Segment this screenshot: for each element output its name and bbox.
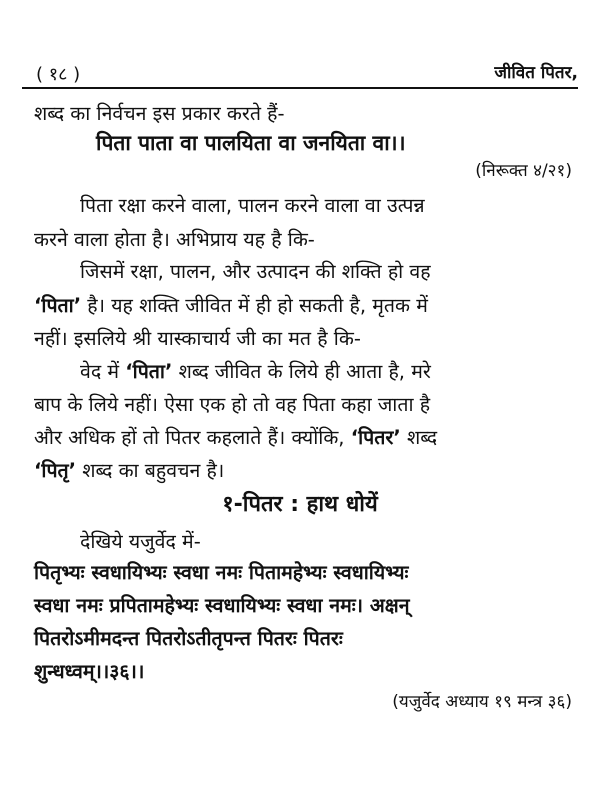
line-text: है। यह शक्ति जीवित में ही हो सकती है, मृतक में xyxy=(81,294,428,317)
paragraph-line xyxy=(80,362,431,382)
paragraph-line: जिसमें रक्षा, पालन, और उत्पादन की शक्ति हो वह xyxy=(80,260,431,283)
citation-nirukta: (निरूक्त ४/२१) xyxy=(475,161,572,181)
mantra-line: स्वधा नमः प्रपितामहेभ्यः स्वधायिभ्यः स्वधा नमः। अक्षन् xyxy=(34,594,410,617)
paragraph-line: शब्द का निर्वचन इस प्रकार करते हैं- xyxy=(34,102,285,125)
paragraph-line: बाप के लिये नहीं। ऐसा एक हो तो वह पिता कहा जाता है xyxy=(34,393,431,416)
term-pita: ‘पिता’ xyxy=(125,360,173,383)
sanskrit-verse: पिता पाता वा पालयिता वा जनयिता वा।। xyxy=(96,131,406,155)
paragraph-line: देखिये यजुर्वेद में- xyxy=(80,530,201,553)
term-pitar: ‘पितर’ xyxy=(350,426,401,449)
line-text: शब्द जीवित के लिये ही आता है, मरे xyxy=(172,360,431,383)
running-title: जीवित पितर, xyxy=(494,63,578,83)
mantra-line: पितरोऽमीमदन्त पितरोऽतीतृपन्त पितरः पितरः xyxy=(34,627,343,650)
paragraph-line xyxy=(34,428,437,448)
line-text: शब्द का बहुवचन है। xyxy=(76,459,225,482)
citation-yajurveda: (यजुर्वेद अध्याय १९ मन्त्र ३६) xyxy=(392,692,572,712)
page-number: ( १८ ) xyxy=(36,64,81,85)
mantra-line: शुन्धध्वम्।।३६।। xyxy=(34,660,145,683)
page-header xyxy=(22,60,578,86)
term-pita: ‘पिता’ xyxy=(34,294,82,317)
paragraph-line xyxy=(34,461,224,481)
paragraph-line: नहीं। इसलिये श्री यास्काचार्य जी का मत है कि- xyxy=(34,327,361,350)
paragraph-line xyxy=(34,296,428,316)
line-text: और अधिक हों तो पितर कहलाते हैं। क्योंकि, xyxy=(34,426,351,449)
mantra-line: पितृभ्यः स्वधायिभ्यः स्वधा नमः पितामहेभ्यः स्वधायिभ्यः xyxy=(34,561,409,584)
section-heading: १-पितर : हाथ धोयें xyxy=(222,492,378,517)
header-rule xyxy=(22,87,578,89)
line-text: वेद में xyxy=(80,360,126,383)
paragraph-line: पिता रक्षा करने वाला, पालन करने वाला वा उत्पन्न xyxy=(80,194,425,217)
line-text: शब्द xyxy=(400,426,438,449)
paragraph-line: करने वाला होता है। अभिप्राय यह है कि- xyxy=(34,228,315,251)
term-pitri: ‘पितृ’ xyxy=(34,459,77,482)
